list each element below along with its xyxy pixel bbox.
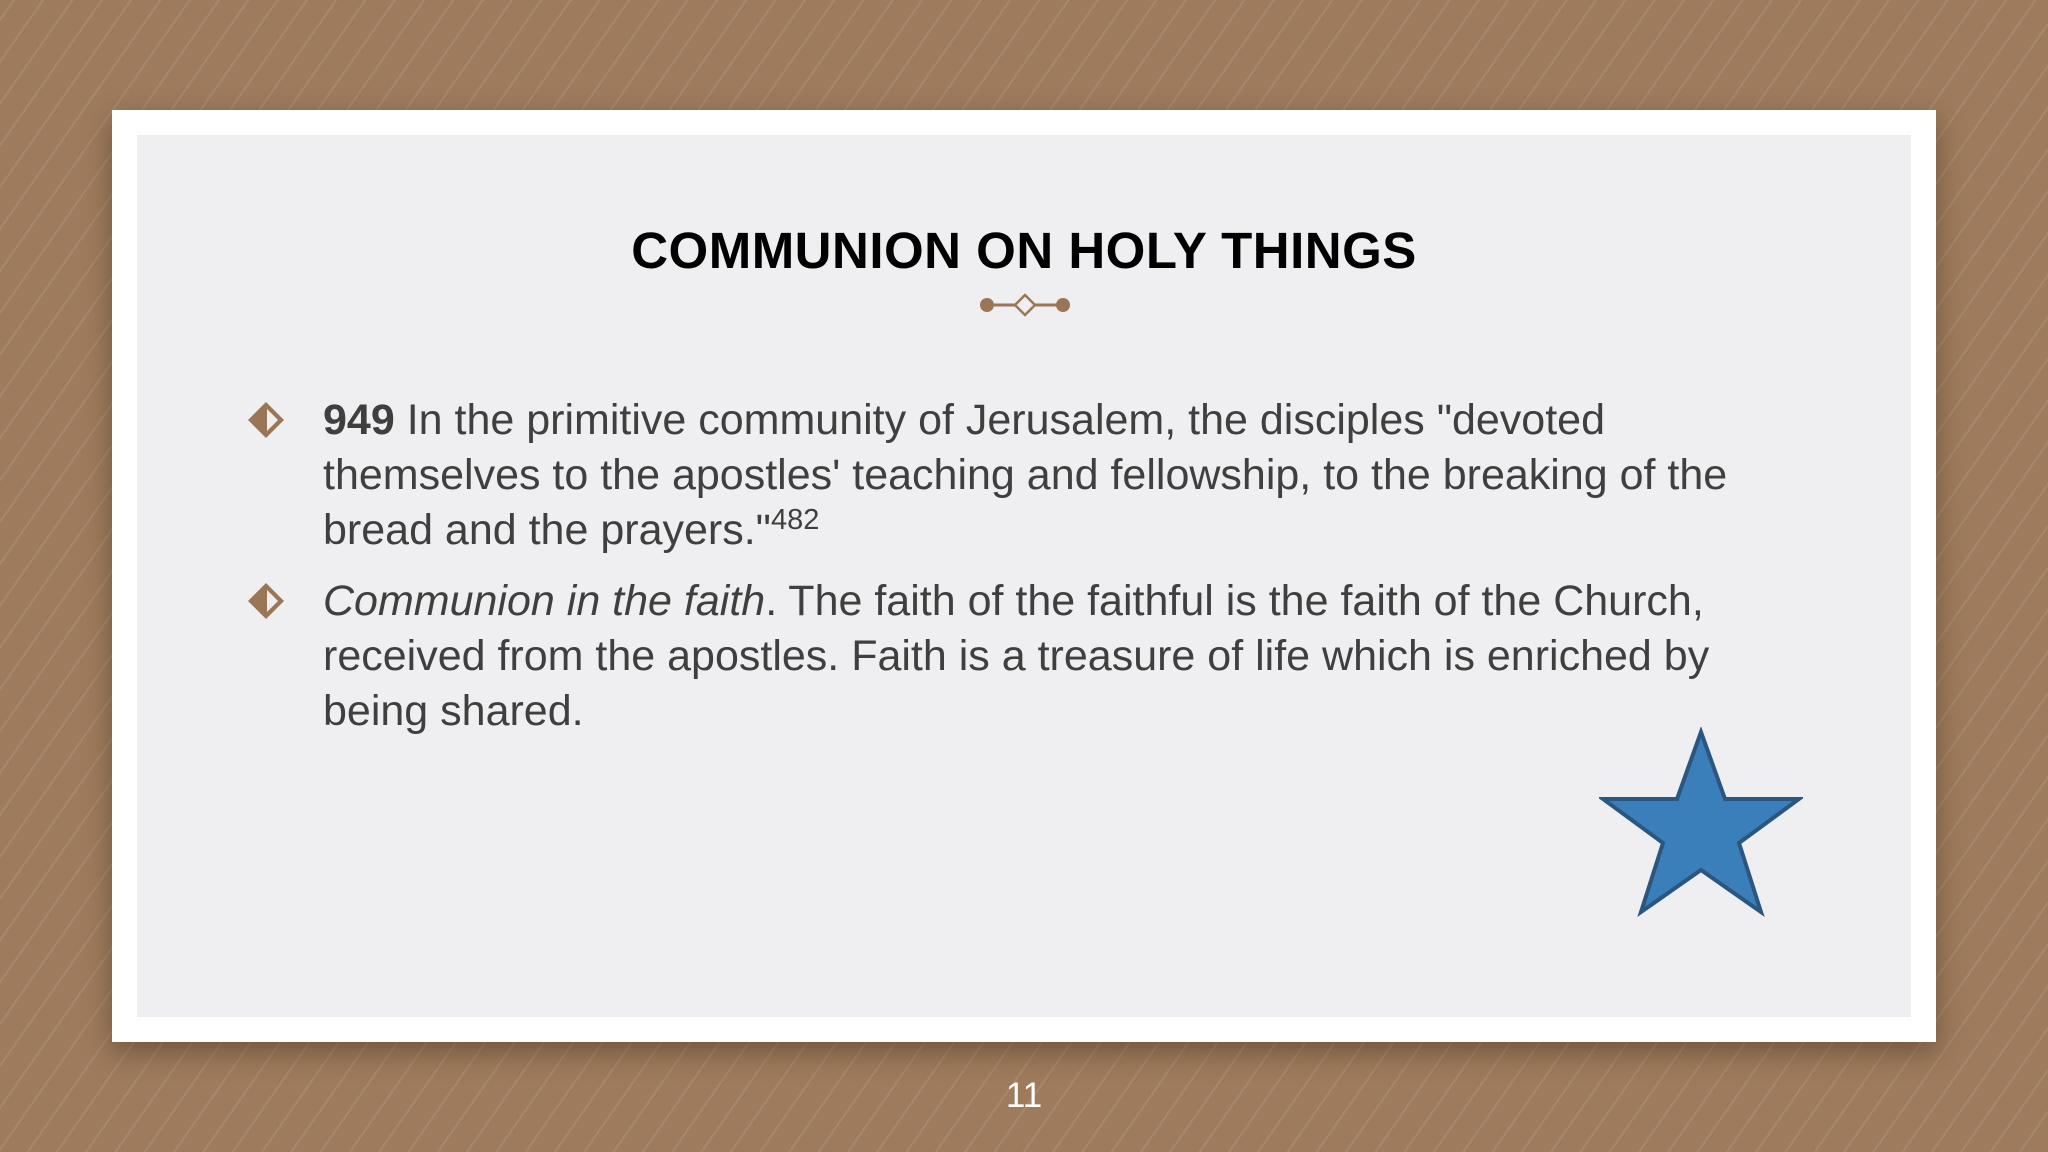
italic-lead: Communion in the faith <box>323 577 766 625</box>
slide-title: COMMUNION ON HOLY THINGS <box>631 222 1417 279</box>
slide-frame <box>112 110 1936 1042</box>
diamond-bullet-icon <box>245 399 287 441</box>
bullet-text: . The faith of the faithful is the faith of the Church, received from the apostles. Faith is a treasure of life which is enriched by being shared. <box>323 577 1710 735</box>
bullet-list <box>245 393 1805 755</box>
paragraph-number: 949 <box>323 396 395 444</box>
bullet-item-communion-in-faith <box>245 574 1805 739</box>
diamond-bullet-icon <box>245 580 287 622</box>
footnote-marker: 482 <box>770 504 820 536</box>
slide-content-area <box>137 135 1911 1017</box>
title-divider-ornament <box>979 292 1071 318</box>
bullet-text: In the primitive community of Jerusalem, the disciples "devoted themselves to the apostles' teaching and fellowship, to the breaking of the bread and the prayers." <box>323 396 1728 554</box>
star-shape <box>1599 727 1803 917</box>
page-number: 11 <box>1005 1076 1043 1115</box>
bullet-item-949 <box>245 393 1805 558</box>
